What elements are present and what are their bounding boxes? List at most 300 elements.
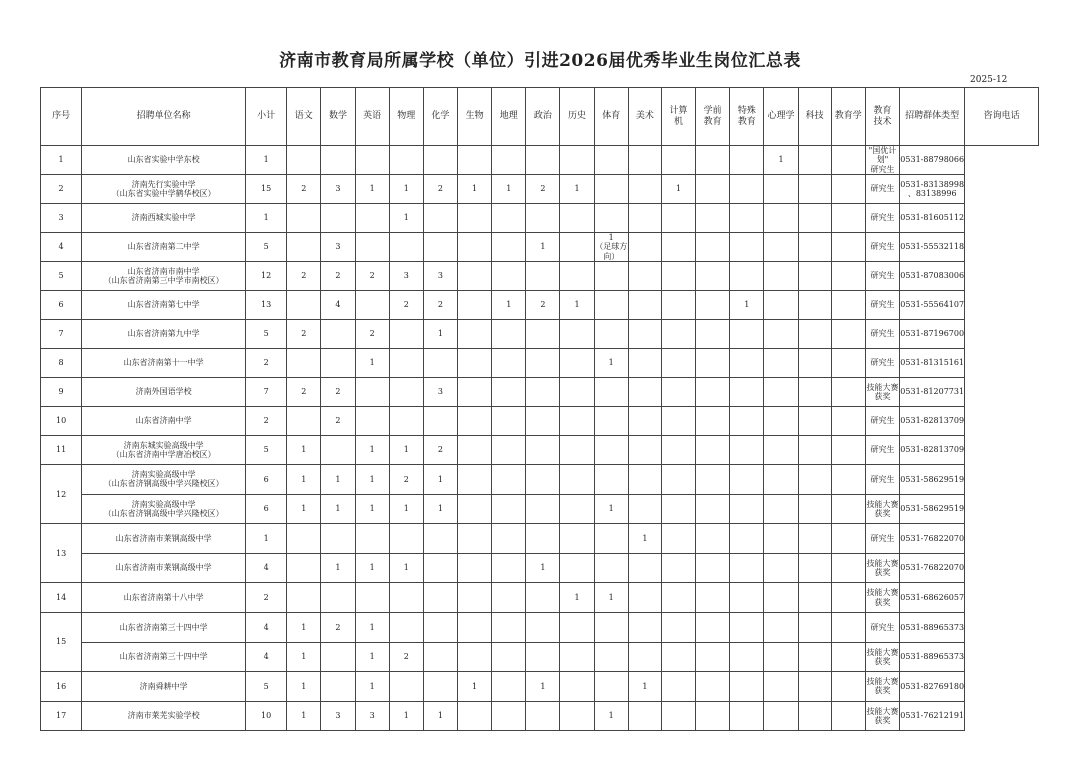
subject-count-cell xyxy=(287,349,321,378)
table-row xyxy=(41,465,1039,495)
subject-count-cell xyxy=(696,642,730,672)
table-row xyxy=(41,233,1039,262)
subtotal-cell: 15 xyxy=(246,175,287,204)
subject-count-cell xyxy=(594,465,628,495)
subject-count-cell: 3 xyxy=(389,262,423,291)
subject-count-cell: 1 xyxy=(355,465,389,495)
subject-count-cell xyxy=(831,291,865,320)
recruit-group-type: 研究生 xyxy=(865,175,899,204)
subject-count-cell xyxy=(696,146,730,175)
subject-count-cell xyxy=(730,320,764,349)
subject-count-cell: 2 xyxy=(389,642,423,672)
subject-count-cell: 2 xyxy=(423,291,457,320)
subject-count-cell: 1 xyxy=(355,672,389,702)
subject-count-cell: 2 xyxy=(423,175,457,204)
subject-count-cell xyxy=(831,642,865,672)
subject-count-cell xyxy=(798,378,831,407)
contact-phone: 0531-81207731 xyxy=(900,378,965,407)
subject-count-cell xyxy=(764,204,798,233)
contact-phone: 0531-81315161 xyxy=(900,349,965,378)
subject-count-cell: 1 xyxy=(389,204,423,233)
subject-count-cell xyxy=(355,407,389,436)
subject-count-cell xyxy=(526,436,560,465)
subject-count-cell: 1 xyxy=(287,436,321,465)
subject-count-cell xyxy=(526,378,560,407)
subject-count-cell xyxy=(458,320,492,349)
subject-count-cell xyxy=(423,407,457,436)
unit-name: 济南实验高级中学 （山东省济钢高级中学兴隆校区） xyxy=(82,494,246,524)
subject-count-cell xyxy=(628,465,661,495)
subject-count-cell xyxy=(492,233,526,262)
subject-count-cell xyxy=(798,407,831,436)
subject-count-cell xyxy=(831,262,865,291)
subject-count-cell xyxy=(492,701,526,731)
subject-count-cell xyxy=(798,465,831,495)
subject-count-cell xyxy=(458,378,492,407)
row-index: 12 xyxy=(41,465,82,524)
subject-count-cell xyxy=(594,320,628,349)
contact-phone: 0531-76822070 xyxy=(900,553,965,583)
subject-count-cell xyxy=(661,291,695,320)
subject-count-cell: 3 xyxy=(321,175,355,204)
row-index: 15 xyxy=(41,612,82,671)
contact-phone: 0531-58629519 xyxy=(900,494,965,524)
positions-table xyxy=(40,87,1039,731)
subject-count-cell xyxy=(764,612,798,642)
subject-count-cell xyxy=(321,524,355,554)
table-row xyxy=(41,349,1039,378)
subject-count-cell xyxy=(730,465,764,495)
subject-count-cell xyxy=(492,146,526,175)
subtotal-cell: 5 xyxy=(246,436,287,465)
unit-name: 济南实验高级中学 （山东省济钢高级中学兴隆校区） xyxy=(82,465,246,495)
subtotal-cell: 12 xyxy=(246,262,287,291)
subject-count-cell xyxy=(628,204,661,233)
subject-count-cell: 2 xyxy=(526,175,560,204)
row-index: 8 xyxy=(41,349,82,378)
subject-count-cell xyxy=(831,583,865,613)
subject-count-cell xyxy=(560,553,594,583)
table-row xyxy=(41,494,1039,524)
subject-count-cell xyxy=(661,320,695,349)
subject-count-cell: 1 xyxy=(321,465,355,495)
subject-count-cell xyxy=(594,553,628,583)
subject-count-cell xyxy=(696,204,730,233)
subtotal-cell: 1 xyxy=(246,524,287,554)
recruit-group-type: 研究生 xyxy=(865,262,899,291)
subject-count-cell xyxy=(355,583,389,613)
subject-count-cell xyxy=(730,583,764,613)
contact-phone: 0531-68626057 xyxy=(900,583,965,613)
subject-count-cell xyxy=(526,465,560,495)
unit-name: 济南市莱芜实验学校 xyxy=(82,701,246,731)
row-index: 11 xyxy=(41,436,82,465)
subject-count-cell xyxy=(560,436,594,465)
report-date: 2025-12 xyxy=(970,75,1008,85)
subject-count-cell xyxy=(764,494,798,524)
subject-count-cell xyxy=(798,553,831,583)
unit-name: 济南舜耕中学 xyxy=(82,672,246,702)
column-header: 美术 xyxy=(628,88,661,146)
subject-count-cell: 1 xyxy=(423,465,457,495)
column-header: 历史 xyxy=(560,88,594,146)
table-row xyxy=(41,701,1039,731)
subject-count-cell xyxy=(661,262,695,291)
subject-count-cell xyxy=(696,553,730,583)
subject-count-cell xyxy=(661,642,695,672)
contact-phone: 0531-55564107 xyxy=(900,291,965,320)
column-header: 体育 xyxy=(594,88,628,146)
subject-count-cell xyxy=(560,642,594,672)
subject-count-cell xyxy=(492,465,526,495)
subject-count-cell xyxy=(831,407,865,436)
column-header: 科技 xyxy=(798,88,831,146)
contact-phone: 0531-88965373 xyxy=(900,642,965,672)
table-header-row xyxy=(41,88,1039,146)
subject-count-cell xyxy=(458,146,492,175)
recruit-group-type: "国优计划" 研究生 xyxy=(865,146,899,175)
subject-count-cell xyxy=(696,494,730,524)
recruit-group-type: 技能大赛获奖 xyxy=(865,701,899,731)
subject-count-cell xyxy=(798,204,831,233)
subtotal-cell: 4 xyxy=(246,553,287,583)
subject-count-cell: 2 xyxy=(321,378,355,407)
unit-name: 济南外国语学校 xyxy=(82,378,246,407)
row-index: 9 xyxy=(41,378,82,407)
subject-count-cell xyxy=(389,146,423,175)
subject-count-cell xyxy=(764,175,798,204)
table-row xyxy=(41,291,1039,320)
subject-count-cell xyxy=(628,553,661,583)
subject-count-cell xyxy=(389,583,423,613)
subject-count-cell xyxy=(560,407,594,436)
subject-count-cell xyxy=(628,583,661,613)
subject-count-cell xyxy=(628,378,661,407)
subject-count-cell xyxy=(831,494,865,524)
subject-count-cell xyxy=(458,204,492,233)
subject-count-cell xyxy=(831,553,865,583)
subject-count-cell xyxy=(423,524,457,554)
row-index: 1 xyxy=(41,146,82,175)
subject-count-cell: 1 xyxy=(355,494,389,524)
contact-phone: 0531-87083006 xyxy=(900,262,965,291)
column-header: 教育 技术 xyxy=(865,88,899,146)
unit-name: 山东省济南市南中学 （山东省济南第三中学市南校区） xyxy=(82,262,246,291)
subject-count-cell xyxy=(628,175,661,204)
column-header: 物理 xyxy=(389,88,423,146)
subject-count-cell xyxy=(423,233,457,262)
column-header: 特殊 教育 xyxy=(730,88,764,146)
table-row xyxy=(41,642,1039,672)
subtotal-cell: 2 xyxy=(246,583,287,613)
table-row xyxy=(41,524,1039,554)
subtotal-cell: 7 xyxy=(246,378,287,407)
subject-count-cell xyxy=(594,642,628,672)
subject-count-cell: 2 xyxy=(355,320,389,349)
unit-name: 山东省济南第九中学 xyxy=(82,320,246,349)
unit-name: 山东省济南第十一中学 xyxy=(82,349,246,378)
subject-count-cell xyxy=(696,233,730,262)
subtotal-cell: 2 xyxy=(246,407,287,436)
subject-count-cell xyxy=(798,494,831,524)
unit-name: 济南西城实验中学 xyxy=(82,204,246,233)
subject-count-cell: 2 xyxy=(389,291,423,320)
contact-phone: 0531-76212191 xyxy=(900,701,965,731)
subject-count-cell xyxy=(560,204,594,233)
table-row xyxy=(41,204,1039,233)
subject-count-cell: 1 xyxy=(287,465,321,495)
subject-count-cell xyxy=(730,146,764,175)
subject-count-cell xyxy=(831,349,865,378)
subject-count-cell xyxy=(628,262,661,291)
column-header: 化学 xyxy=(423,88,457,146)
subject-count-cell: 1 （足球方 向） xyxy=(595,233,628,261)
subject-count-cell xyxy=(628,701,661,731)
subject-count-cell xyxy=(764,701,798,731)
subject-count-cell: 1 xyxy=(661,175,695,204)
unit-name: 山东省济南市莱钢高级中学 xyxy=(82,524,246,554)
subject-count-cell xyxy=(831,146,865,175)
subject-count-cell xyxy=(560,612,594,642)
subject-count-cell xyxy=(355,524,389,554)
subject-count-cell: 1 xyxy=(321,494,355,524)
subject-count-cell xyxy=(628,291,661,320)
subject-count-cell xyxy=(764,583,798,613)
subtotal-cell: 4 xyxy=(246,612,287,642)
subtotal-cell: 1 xyxy=(246,146,287,175)
subject-count-cell xyxy=(696,436,730,465)
subject-count-cell xyxy=(423,612,457,642)
contact-phone: 0531-87196700 xyxy=(900,320,965,349)
subject-count-cell: 1 xyxy=(355,175,389,204)
subtotal-cell: 5 xyxy=(246,320,287,349)
subject-count-cell xyxy=(696,378,730,407)
table-row xyxy=(41,175,1039,204)
subject-count-cell xyxy=(730,672,764,702)
subject-count-cell xyxy=(696,701,730,731)
subject-count-cell: 2 xyxy=(287,378,321,407)
column-header: 语文 xyxy=(287,88,321,146)
subject-count-cell xyxy=(526,407,560,436)
subject-count-cell: 1 xyxy=(458,175,492,204)
subject-count-cell xyxy=(798,175,831,204)
contact-phone: 0531-76822070 xyxy=(900,524,965,554)
subject-count-cell xyxy=(321,146,355,175)
subject-count-cell xyxy=(661,146,695,175)
recruit-group-type: 研究生 xyxy=(865,436,899,465)
table-row xyxy=(41,407,1039,436)
column-header: 小计 xyxy=(246,88,287,146)
subject-count-cell xyxy=(730,175,764,204)
recruit-group-type: 研究生 xyxy=(865,204,899,233)
subject-count-cell xyxy=(526,262,560,291)
subject-count-cell xyxy=(321,672,355,702)
subject-count-cell xyxy=(764,524,798,554)
subject-count-cell xyxy=(831,701,865,731)
subject-count-cell xyxy=(730,642,764,672)
column-header: 教育学 xyxy=(831,88,865,146)
subject-count-cell xyxy=(798,349,831,378)
subject-count-cell: 1 xyxy=(560,583,594,613)
subject-count-cell xyxy=(798,524,831,554)
recruit-group-type: 技能大赛获奖 xyxy=(865,494,899,524)
unit-name: 山东省济南第十八中学 xyxy=(82,583,246,613)
subtotal-cell: 13 xyxy=(246,291,287,320)
subject-count-cell xyxy=(661,436,695,465)
subject-count-cell xyxy=(458,233,492,262)
subject-count-cell xyxy=(696,262,730,291)
subject-count-cell xyxy=(355,204,389,233)
subject-count-cell xyxy=(696,524,730,554)
subject-count-cell: 1 xyxy=(458,672,492,702)
subject-count-cell xyxy=(389,672,423,702)
subject-count-cell xyxy=(458,642,492,672)
subject-count-cell xyxy=(458,524,492,554)
subject-count-cell xyxy=(492,494,526,524)
contact-phone: 0531-82769180 xyxy=(900,672,965,702)
subject-count-cell xyxy=(492,262,526,291)
column-header: 心理学 xyxy=(764,88,798,146)
subject-count-cell: 1 xyxy=(423,320,457,349)
subject-count-cell: 1 xyxy=(492,175,526,204)
subject-count-cell xyxy=(764,642,798,672)
subject-count-cell: 3 xyxy=(321,701,355,731)
subject-count-cell xyxy=(389,612,423,642)
subject-count-cell xyxy=(560,465,594,495)
subject-count-cell: 2 xyxy=(287,320,321,349)
subject-count-cell: 1 xyxy=(287,494,321,524)
subject-count-cell xyxy=(831,204,865,233)
subject-count-cell xyxy=(560,262,594,291)
row-index: 13 xyxy=(41,524,82,583)
unit-name: 山东省济南第三十四中学 xyxy=(82,612,246,642)
subject-count-cell xyxy=(764,233,798,262)
subject-count-cell xyxy=(355,291,389,320)
subject-count-cell xyxy=(594,672,628,702)
subject-count-cell xyxy=(661,465,695,495)
subject-count-cell xyxy=(526,146,560,175)
subject-count-cell: 2 xyxy=(355,262,389,291)
subject-count-cell xyxy=(730,407,764,436)
contact-phone: 0531-55532118 xyxy=(900,233,965,262)
subject-count-cell: 1 xyxy=(389,436,423,465)
subject-count-cell xyxy=(661,204,695,233)
subject-count-cell: 3 xyxy=(423,262,457,291)
subject-count-cell xyxy=(798,436,831,465)
subtotal-cell: 5 xyxy=(246,233,287,262)
subject-count-cell: 1 xyxy=(355,349,389,378)
subject-count-cell: 1 xyxy=(389,553,423,583)
subject-count-cell xyxy=(730,378,764,407)
subject-count-cell xyxy=(287,291,321,320)
subject-count-cell xyxy=(423,672,457,702)
subject-count-cell: 1 xyxy=(526,233,560,262)
subject-count-cell xyxy=(560,233,594,262)
subject-count-cell: 1 xyxy=(560,291,594,320)
subject-count-cell xyxy=(560,701,594,731)
unit-name: 山东省济南第三十四中学 xyxy=(82,642,246,672)
subject-count-cell xyxy=(628,494,661,524)
subject-count-cell xyxy=(628,349,661,378)
subject-count-cell xyxy=(798,701,831,731)
subject-count-cell xyxy=(321,204,355,233)
subject-count-cell xyxy=(696,349,730,378)
column-header: 招聘群体类型 xyxy=(900,88,965,146)
subject-count-cell: 1 xyxy=(628,524,661,554)
subject-count-cell xyxy=(798,612,831,642)
subject-count-cell: 1 xyxy=(594,494,628,524)
subject-count-cell xyxy=(831,612,865,642)
subject-count-cell xyxy=(798,642,831,672)
subject-count-cell xyxy=(492,553,526,583)
table-row xyxy=(41,672,1039,702)
subject-count-cell xyxy=(389,378,423,407)
subject-count-cell: 1 xyxy=(526,672,560,702)
subject-count-cell xyxy=(798,262,831,291)
subject-count-cell xyxy=(594,407,628,436)
subject-count-cell xyxy=(526,583,560,613)
subject-count-cell xyxy=(526,204,560,233)
subject-count-cell xyxy=(492,672,526,702)
subject-count-cell xyxy=(730,612,764,642)
table-row xyxy=(41,262,1039,291)
subtotal-cell: 6 xyxy=(246,494,287,524)
subject-count-cell xyxy=(764,407,798,436)
subject-count-cell xyxy=(560,524,594,554)
subject-count-cell xyxy=(458,407,492,436)
subject-count-cell xyxy=(696,672,730,702)
recruit-group-type: 研究生 xyxy=(865,320,899,349)
subject-count-cell xyxy=(594,436,628,465)
subject-count-cell xyxy=(321,436,355,465)
subject-count-cell xyxy=(696,175,730,204)
subject-count-cell: 1 xyxy=(594,583,628,613)
subject-count-cell xyxy=(355,233,389,262)
contact-phone: 0531-88965373 xyxy=(900,612,965,642)
recruit-group-type: 技能大赛获奖 xyxy=(865,642,899,672)
subject-count-cell xyxy=(560,378,594,407)
subject-count-cell xyxy=(526,701,560,731)
subject-count-cell xyxy=(798,672,831,702)
subject-count-cell xyxy=(730,494,764,524)
subject-count-cell xyxy=(661,672,695,702)
table-row xyxy=(41,320,1039,349)
subject-count-cell xyxy=(492,378,526,407)
subject-count-cell xyxy=(594,262,628,291)
subject-count-cell: 1 xyxy=(423,494,457,524)
subject-count-cell xyxy=(526,612,560,642)
subject-count-cell xyxy=(389,233,423,262)
subject-count-cell xyxy=(628,612,661,642)
subject-count-cell xyxy=(458,553,492,583)
subject-count-cell xyxy=(560,146,594,175)
subject-count-cell xyxy=(764,553,798,583)
subject-count-cell: 1 xyxy=(389,494,423,524)
table-row xyxy=(41,612,1039,642)
subject-count-cell xyxy=(492,349,526,378)
subtotal-cell: 2 xyxy=(246,349,287,378)
subject-count-cell xyxy=(321,320,355,349)
subject-count-cell xyxy=(389,524,423,554)
subject-count-cell xyxy=(831,378,865,407)
subject-count-cell xyxy=(492,612,526,642)
table-row xyxy=(41,146,1039,175)
recruit-group-type: 技能大赛获奖 xyxy=(865,378,899,407)
subject-count-cell xyxy=(423,553,457,583)
table-body xyxy=(41,146,1039,731)
row-index: 16 xyxy=(41,672,82,702)
contact-phone: 0531-81605112 xyxy=(900,204,965,233)
